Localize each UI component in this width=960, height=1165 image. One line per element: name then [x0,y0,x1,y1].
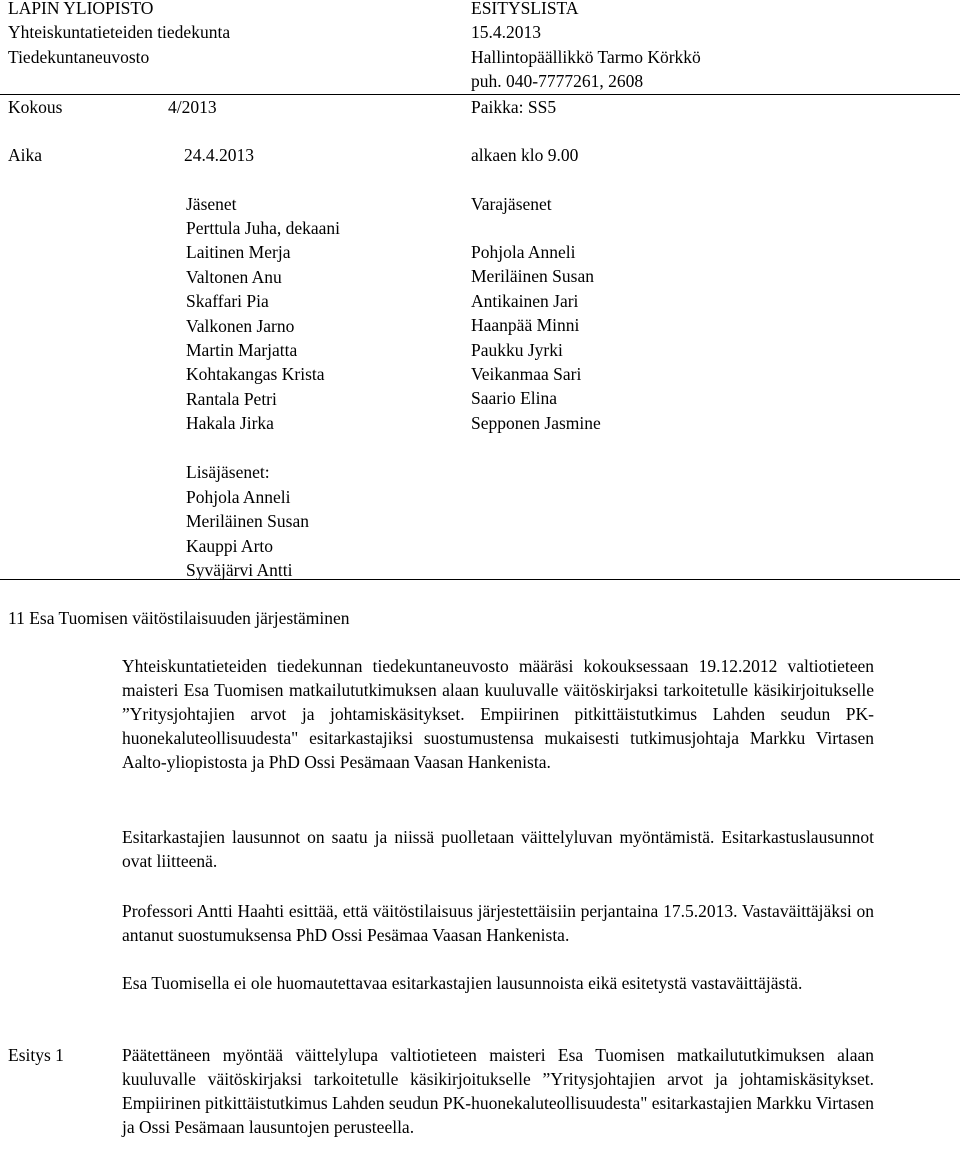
agenda-paragraph-3: Professori Antti Haahti esittää, että väitöstilaisuus järjestettäisiin perjantaina 17.5.2013. Vastaväittäjäksi on antanut suostumuksensa PhD Ossi Pesämaa Vaasan Hankenista. [122,901,874,945]
council-name: Tiedekuntaneuvosto [8,47,150,67]
document-date: 15.4.2013 [471,22,541,42]
additional-member-item: Kauppi Arto [186,535,274,556]
agenda-paragraph-4: Esa Tuomisella ei ole huomautettavaa esitarkastajien lausunnoista eikä esitetystä vastaväittäjästä. [122,973,803,993]
meeting-label: Kokous [8,97,63,117]
member-item: Hakala Jirka [186,413,274,434]
additional-member-item: Meriläinen Susan [186,511,309,532]
deputies-heading: Varajäsenet [471,194,552,214]
deputy-item: Pohjola Anneli [471,242,576,262]
presenter-name: Hallintopäällikkö Tarmo Körkkö [471,47,701,67]
meeting-number: 4/2013 [168,97,217,117]
members-heading: Jäsenet [186,194,237,214]
additional-member-item: Syväjärvi Antti [186,560,293,581]
member-item: Skaffari Pia [186,291,269,312]
member-item: Valkonen Jarno [186,315,295,336]
meeting-date: 24.4.2013 [184,145,254,165]
member-item: Perttula Juha, dekaani [186,218,341,238]
members-list [186,216,340,436]
faculty-name: Yhteiskuntatieteiden tiedekunta [8,22,231,42]
member-item: Valtonen Anu [186,266,282,287]
member-item: Laitinen Merja [186,242,291,263]
member-item: Kohtakangas Krista [186,364,325,385]
deputy-item: Paukku Jyrki [471,339,563,360]
deputy-item: Veikanmaa Sari [471,363,582,384]
deputies-list [471,240,601,435]
meeting-start-time: alkaen klo 9.00 [471,145,579,165]
proposal-label: Esitys 1 [8,1045,64,1065]
members-divider [0,579,960,580]
deputy-item: Sepponen Jasmine [471,412,601,433]
agenda-paragraph-1: Yhteiskuntatieteiden tiedekunnan tiedekuntaneuvosto määräsi kokouksessaan 19.12.2012 valtiotieteen maisteri Esa Tuomisen matkailututkimuksen alaan kuuluvalle väitöskirjaksi tarkoitetulle käsikirjoitukselle ”Yritysjohtajien arvot ja johtamiskäsitykset. Empiirinen pitkittäistutkimus Lahden seudun PK-huonekaluteollisuudesta" esitarkastajiksi suostumustensa mukaisesti tutkimusjohtaja Markku Virtasen Aalto-yliopistosta ja PhD Ossi Pesämaan Vaasan Hankenista. [122,656,874,772]
deputy-item: Antikainen Jari [471,290,579,311]
deputy-item: Meriläinen Susan [471,266,594,287]
deputy-item: Haanpää Minni [471,315,580,336]
additional-member-item: Pohjola Anneli [186,487,291,507]
additional-members-list [186,485,309,583]
additional-members-heading: Lisäjäsenet: [186,462,270,482]
university-name: LAPIN YLIOPISTO [8,0,154,18]
agenda-paragraph-2: Esitarkastajien lausunnot on saatu ja niissä puolletaan väittelyluvan myöntämistä. Esitarkastuslausunnot ovat liitteenä. [122,827,874,871]
time-label: Aika [8,145,43,165]
presenter-phone: puh. 040-7777261, 2608 [471,71,644,91]
proposal-text: Päätettäneen myöntää väittelylupa valtiotieteen maisteri Esa Tuomisen matkailututkimuksen alaan kuuluvalle väitöskirjaksi tarkoitetulle käsikirjoitukselle ”Yritysjohtajien arvot ja johtamiskäsitykset. Empiirinen pitkittäistutkimus Lahden seudun PK-huonekaluteollisuudesta" esitarkastajien Markku Virtasen ja Ossi Pesämaan lausuntojen perusteella. [122,1045,874,1137]
member-item: Martin Marjatta [186,339,298,360]
agenda-item-title: 11 Esa Tuomisen väitöstilaisuuden järjestäminen [8,608,350,628]
meeting-location: Paikka: SS5 [471,97,557,117]
deputy-item: Saario Elina [471,388,558,409]
document-type: ESITYSLISTA [471,0,579,18]
member-item: Rantala Petri [186,388,277,409]
